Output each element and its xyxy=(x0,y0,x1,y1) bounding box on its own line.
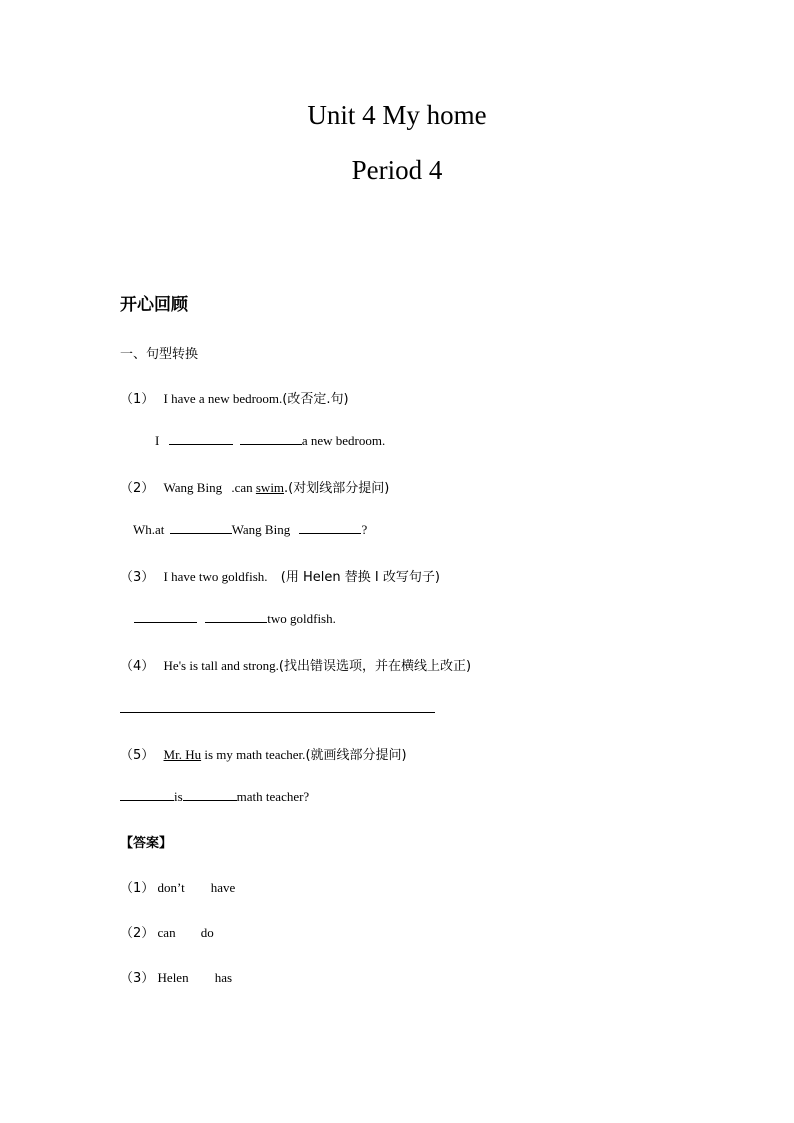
question-sentence: is my math teacher. xyxy=(204,747,306,762)
question-number: （3） xyxy=(120,570,155,585)
question-1 xyxy=(120,388,349,407)
answer-text: Wh.at xyxy=(133,522,165,537)
answer-line-3 xyxy=(134,610,336,627)
answer-number: （3） xyxy=(120,971,155,986)
answer-word: don’t xyxy=(157,880,185,895)
answer-blank[interactable] xyxy=(240,432,302,445)
answer-blank[interactable] xyxy=(169,432,233,445)
answer-number: （1） xyxy=(120,881,155,896)
question-instruction: .(对划线部分提问) xyxy=(284,481,390,496)
answer-blank[interactable] xyxy=(299,521,361,534)
answer-word: can xyxy=(157,925,176,940)
question-instruction: (就画线部分提问) xyxy=(305,748,407,763)
question-verb: .can xyxy=(231,480,253,495)
question-instruction: (改否定.句) xyxy=(282,392,349,407)
answer-text: is xyxy=(174,789,183,804)
underlined-word: swim xyxy=(255,480,285,495)
answer-blank[interactable] xyxy=(134,610,197,623)
question-3 xyxy=(120,566,440,585)
answer-blank[interactable] xyxy=(170,521,232,534)
question-2 xyxy=(120,477,389,496)
question-sentence: I have two goldfish. xyxy=(163,569,268,584)
answer-number: （2） xyxy=(120,926,155,941)
question-instruction: (找出错误选项，并在横线上改正) xyxy=(278,659,472,674)
answer-line-2 xyxy=(133,521,367,538)
answer-text: I xyxy=(155,433,160,448)
answer-item-3 xyxy=(120,967,232,986)
answer-item-2 xyxy=(120,922,214,941)
question-5 xyxy=(120,744,407,763)
question-sentence: I have a new bedroom. xyxy=(163,391,283,406)
question-sentence: He's is tall and strong. xyxy=(163,658,279,673)
question-instruction: (用 Helen 替换 I 改写句子) xyxy=(280,570,440,585)
page-title: Unit 4 My home xyxy=(307,100,487,130)
answer-blank[interactable] xyxy=(183,788,237,801)
section-heading: 开心回顾 xyxy=(120,295,188,315)
answer-text: two goldfish. xyxy=(267,611,336,626)
question-number: （5） xyxy=(120,748,155,763)
answer-text: ? xyxy=(361,522,368,537)
answer-word: do xyxy=(200,925,214,940)
answer-line-1 xyxy=(155,432,385,449)
question-4 xyxy=(120,655,471,674)
question-number: （4） xyxy=(120,659,155,674)
answer-text: math teacher? xyxy=(236,789,310,804)
answer-word: Helen xyxy=(157,970,189,985)
underlined-phrase: Mr. Hu xyxy=(163,747,202,762)
answer-word: have xyxy=(210,880,236,895)
question-number: （1） xyxy=(120,392,155,407)
part-heading: 一、句型转换 xyxy=(120,347,199,362)
answer-blank[interactable] xyxy=(120,788,174,801)
answer-item-1 xyxy=(120,877,235,896)
answer-line-5 xyxy=(120,788,309,805)
answers-heading: 【答案】 xyxy=(120,836,173,851)
answer-word: has xyxy=(214,970,233,985)
answer-blank-long[interactable] xyxy=(120,712,435,713)
question-subject: Wang Bing xyxy=(163,480,223,495)
answer-text: a new bedroom. xyxy=(301,433,386,448)
page-subtitle: Period 4 xyxy=(351,155,443,185)
answer-text: Wang Bing xyxy=(231,522,291,537)
answer-blank[interactable] xyxy=(205,610,267,623)
question-number: （2） xyxy=(120,481,155,496)
